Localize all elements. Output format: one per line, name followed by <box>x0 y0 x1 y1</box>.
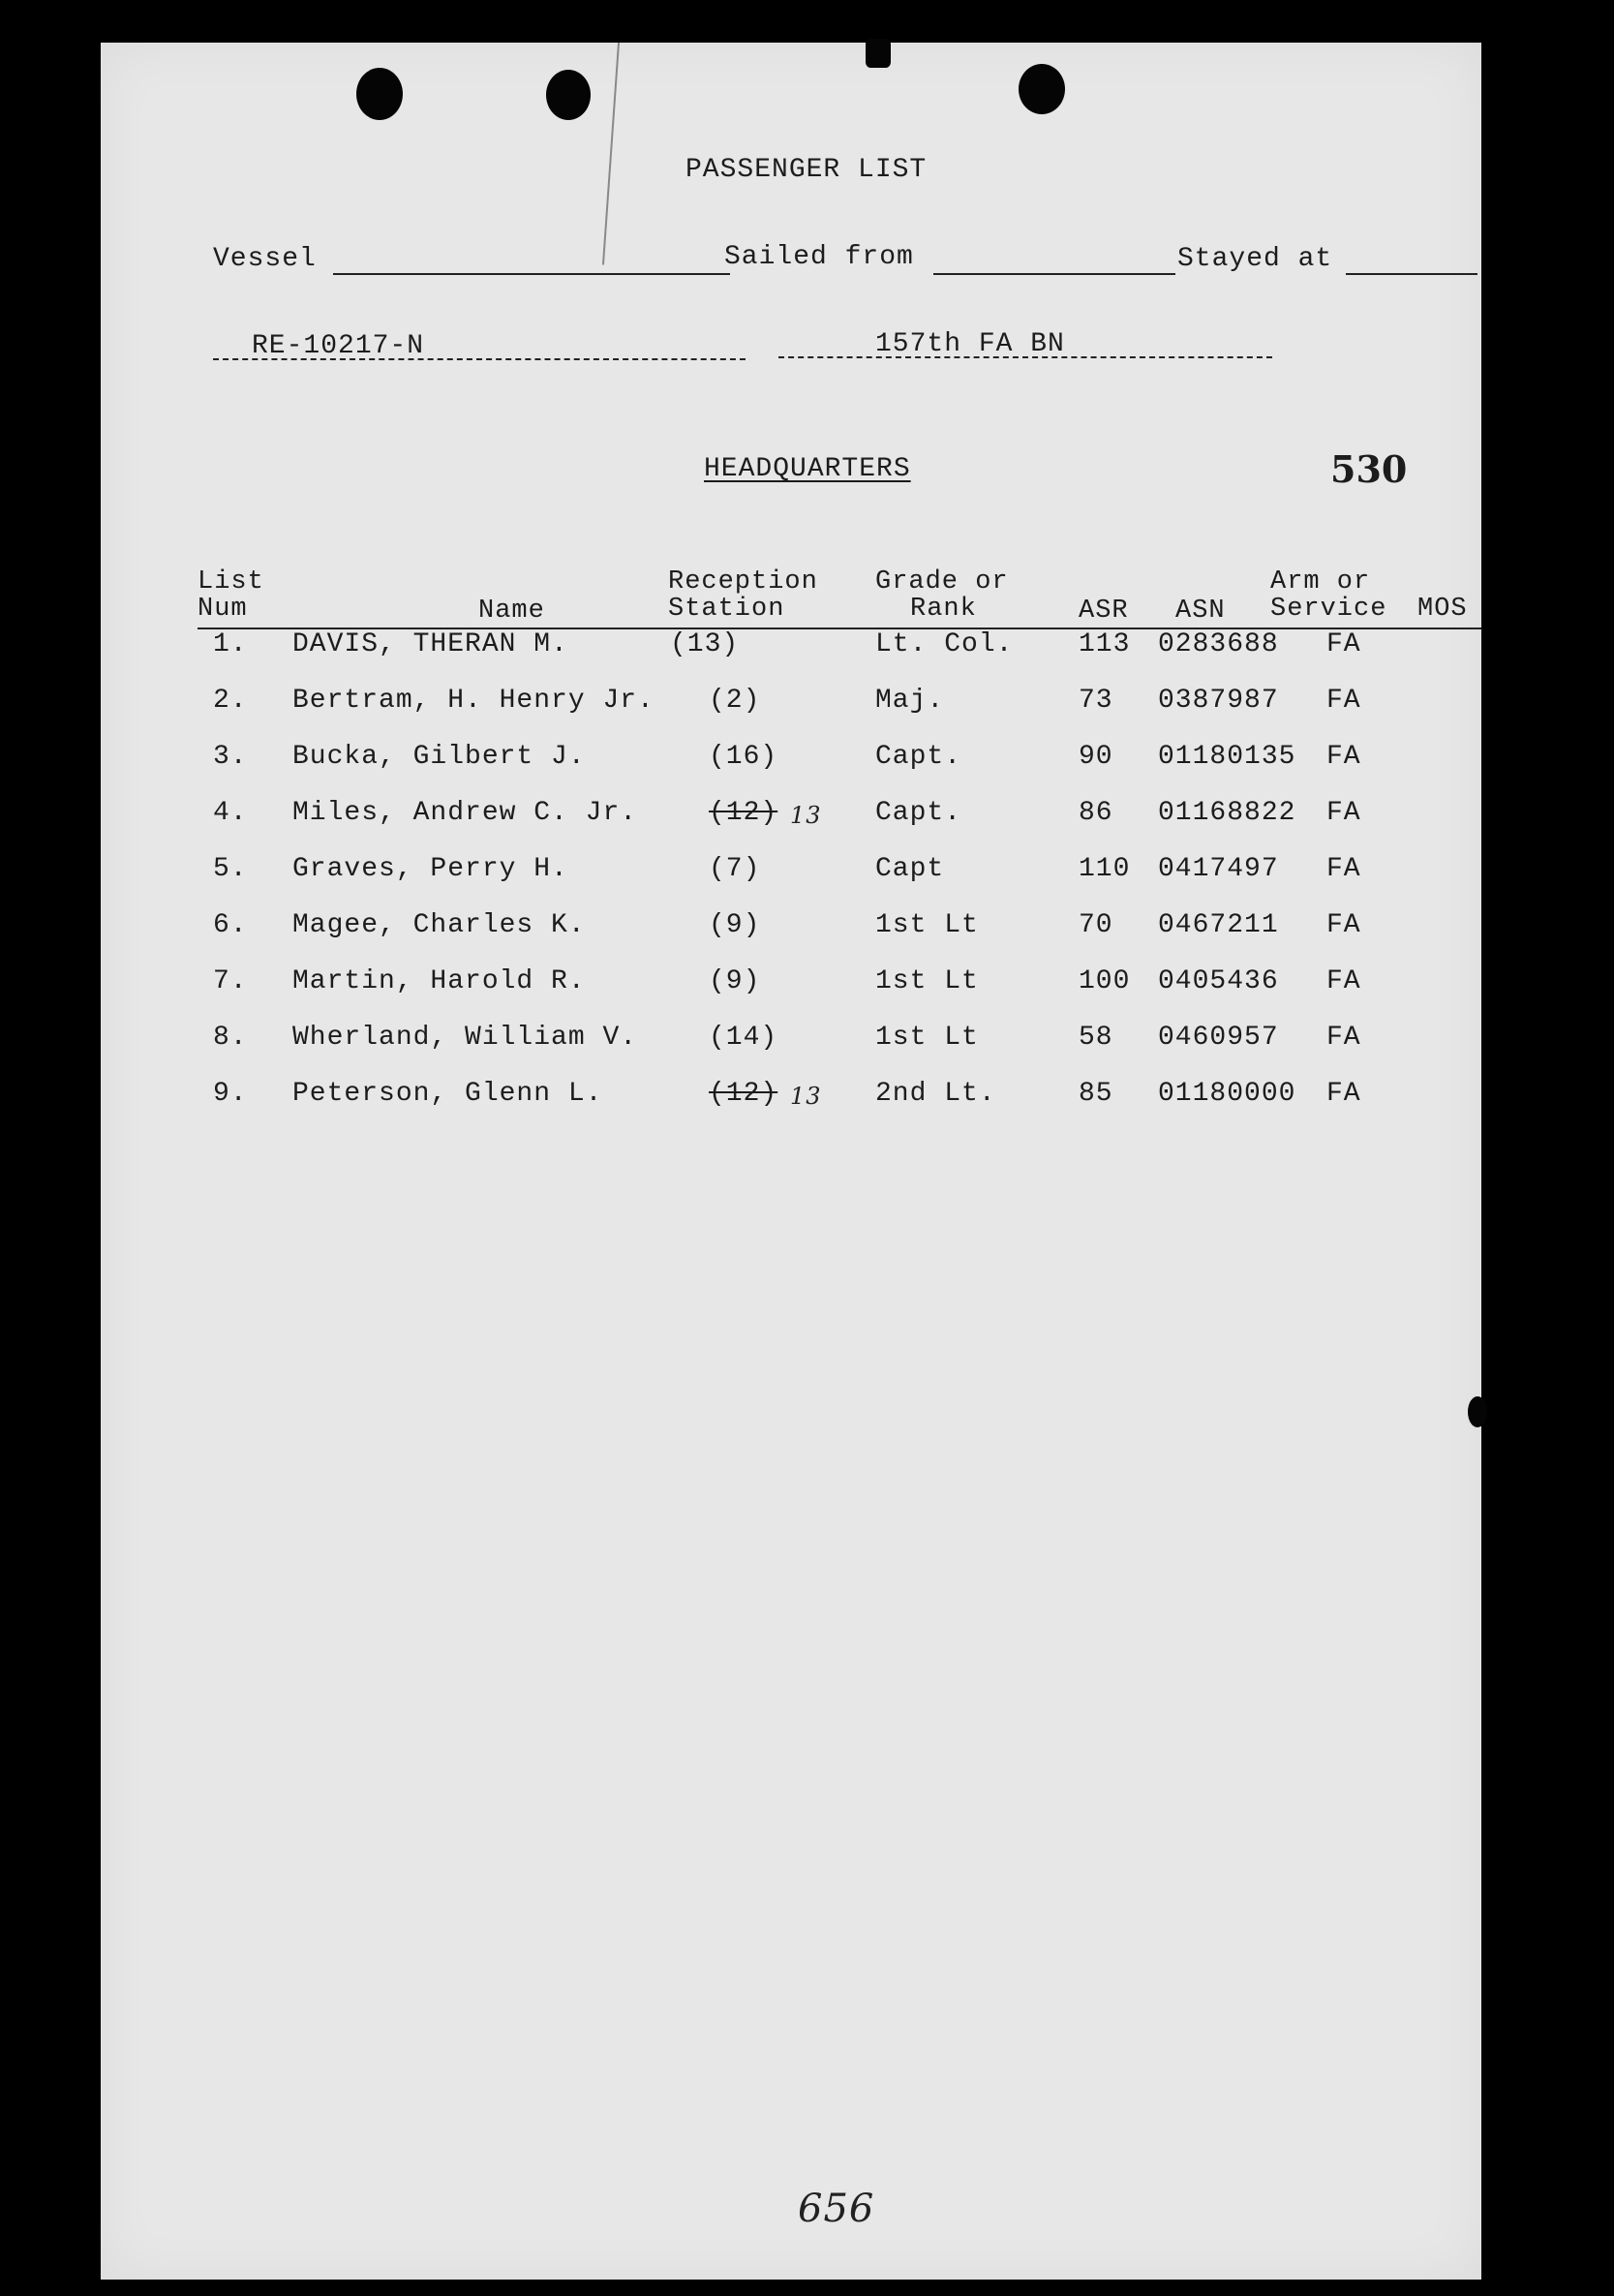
header-rank: Rank <box>910 595 977 624</box>
row-rank: Lt. Col. <box>875 629 1014 659</box>
row-name: Peterson, Glenn L. <box>292 1079 603 1109</box>
punch-hole-left <box>356 68 403 120</box>
row-station: (7) <box>709 854 761 884</box>
row-asr: 70 <box>1079 910 1113 940</box>
row-asr: 113 <box>1079 629 1131 659</box>
row-name: Wherland, William V. <box>292 1023 638 1053</box>
vessel-label: Vessel <box>213 244 317 274</box>
code-line <box>213 358 746 360</box>
row-num: 9. <box>213 1079 248 1109</box>
punch-hole-right <box>1019 64 1065 114</box>
header-arm: Arm or <box>1270 567 1371 597</box>
row-station: (14) <box>709 1023 778 1053</box>
section-heading: HEADQUARTERS <box>704 454 911 484</box>
row-asr: 86 <box>1079 798 1113 828</box>
header-num: Num <box>198 595 248 624</box>
row-asn: 0467211 <box>1158 910 1279 940</box>
row-note: 13 <box>790 1083 822 1110</box>
row-rank: 1st Lt <box>875 910 979 940</box>
row-station: (12) <box>709 798 778 828</box>
row-rank: Maj. <box>875 686 945 716</box>
row-station: (9) <box>709 966 761 996</box>
header-asr: ASR <box>1079 597 1129 626</box>
row-asr: 85 <box>1079 1079 1113 1109</box>
row-asn: 01180135 <box>1158 742 1296 772</box>
row-rank: 1st Lt <box>875 966 979 996</box>
row-arm: FA <box>1326 686 1361 716</box>
row-rank: Capt. <box>875 742 962 772</box>
header-list: List <box>198 567 264 597</box>
paper-crease <box>602 43 620 265</box>
header-name: Name <box>478 597 545 626</box>
stayed-at-line <box>1346 273 1477 275</box>
row-asr: 73 <box>1079 686 1113 716</box>
row-name: Bucka, Gilbert J. <box>292 742 586 772</box>
row-asn: 0283688 <box>1158 629 1279 659</box>
header-mos: MOS <box>1417 595 1468 624</box>
row-name: Bertram, H. Henry Jr. <box>292 686 655 716</box>
row-name: DAVIS, THERAN M. <box>292 629 568 659</box>
row-asr: 90 <box>1079 742 1113 772</box>
row-arm: FA <box>1326 742 1361 772</box>
row-arm: FA <box>1326 798 1361 828</box>
row-rank: 2nd Lt. <box>875 1079 996 1109</box>
sailed-from-line <box>933 273 1175 275</box>
unit-name: 157th FA BN <box>875 329 1065 359</box>
row-station: (13) <box>670 629 740 659</box>
row-arm: FA <box>1326 910 1361 940</box>
row-arm: FA <box>1326 629 1361 659</box>
row-asn: 0405436 <box>1158 966 1279 996</box>
row-arm: FA <box>1326 1023 1361 1053</box>
row-num: 1. <box>213 629 248 659</box>
row-name: Martin, Harold R. <box>292 966 586 996</box>
row-asn: 01180000 <box>1158 1079 1296 1109</box>
document-page <box>101 43 1481 2280</box>
row-asn: 0460957 <box>1158 1023 1279 1053</box>
row-arm: FA <box>1326 966 1361 996</box>
row-rank: 1st Lt <box>875 1023 979 1053</box>
document-title: PASSENGER LIST <box>685 155 928 185</box>
document-code: RE-10217-N <box>252 331 425 361</box>
row-asr: 110 <box>1079 854 1131 884</box>
row-station: (12) <box>709 1079 778 1109</box>
row-arm: FA <box>1326 854 1361 884</box>
row-name: Miles, Andrew C. Jr. <box>292 798 638 828</box>
row-num: 8. <box>213 1023 248 1053</box>
row-asr: 100 <box>1079 966 1131 996</box>
row-rank: Capt <box>875 854 945 884</box>
row-num: 6. <box>213 910 248 940</box>
header-station: Station <box>668 595 785 624</box>
punch-hole-center <box>546 70 591 120</box>
edge-notch <box>1468 1396 1487 1427</box>
row-num: 5. <box>213 854 248 884</box>
row-station: (16) <box>709 742 778 772</box>
unit-line <box>778 356 1272 358</box>
torn-mark <box>866 39 891 68</box>
header-grade: Grade or <box>875 567 1009 597</box>
row-note: 13 <box>790 802 822 829</box>
row-name: Graves, Perry H. <box>292 854 568 884</box>
row-asn: 0387987 <box>1158 686 1279 716</box>
row-asr: 58 <box>1079 1023 1113 1053</box>
row-num: 7. <box>213 966 248 996</box>
header-service: Service <box>1270 595 1387 624</box>
row-asn: 0417497 <box>1158 854 1279 884</box>
sailed-from-label: Sailed from <box>724 242 914 272</box>
row-arm: FA <box>1326 1079 1361 1109</box>
header-asn: ASN <box>1175 597 1226 626</box>
row-num: 4. <box>213 798 248 828</box>
row-station: (9) <box>709 910 761 940</box>
row-asn: 01168822 <box>1158 798 1296 828</box>
stayed-at-label: Stayed at <box>1177 244 1333 274</box>
row-name: Magee, Charles K. <box>292 910 586 940</box>
row-rank: Capt. <box>875 798 962 828</box>
row-station: (2) <box>709 686 761 716</box>
row-num: 2. <box>213 686 248 716</box>
vessel-line <box>333 273 730 275</box>
handwritten-page-number: 656 <box>798 2187 875 2231</box>
list-number: 530 <box>1330 447 1408 491</box>
row-num: 3. <box>213 742 248 772</box>
header-reception: Reception <box>668 567 818 597</box>
